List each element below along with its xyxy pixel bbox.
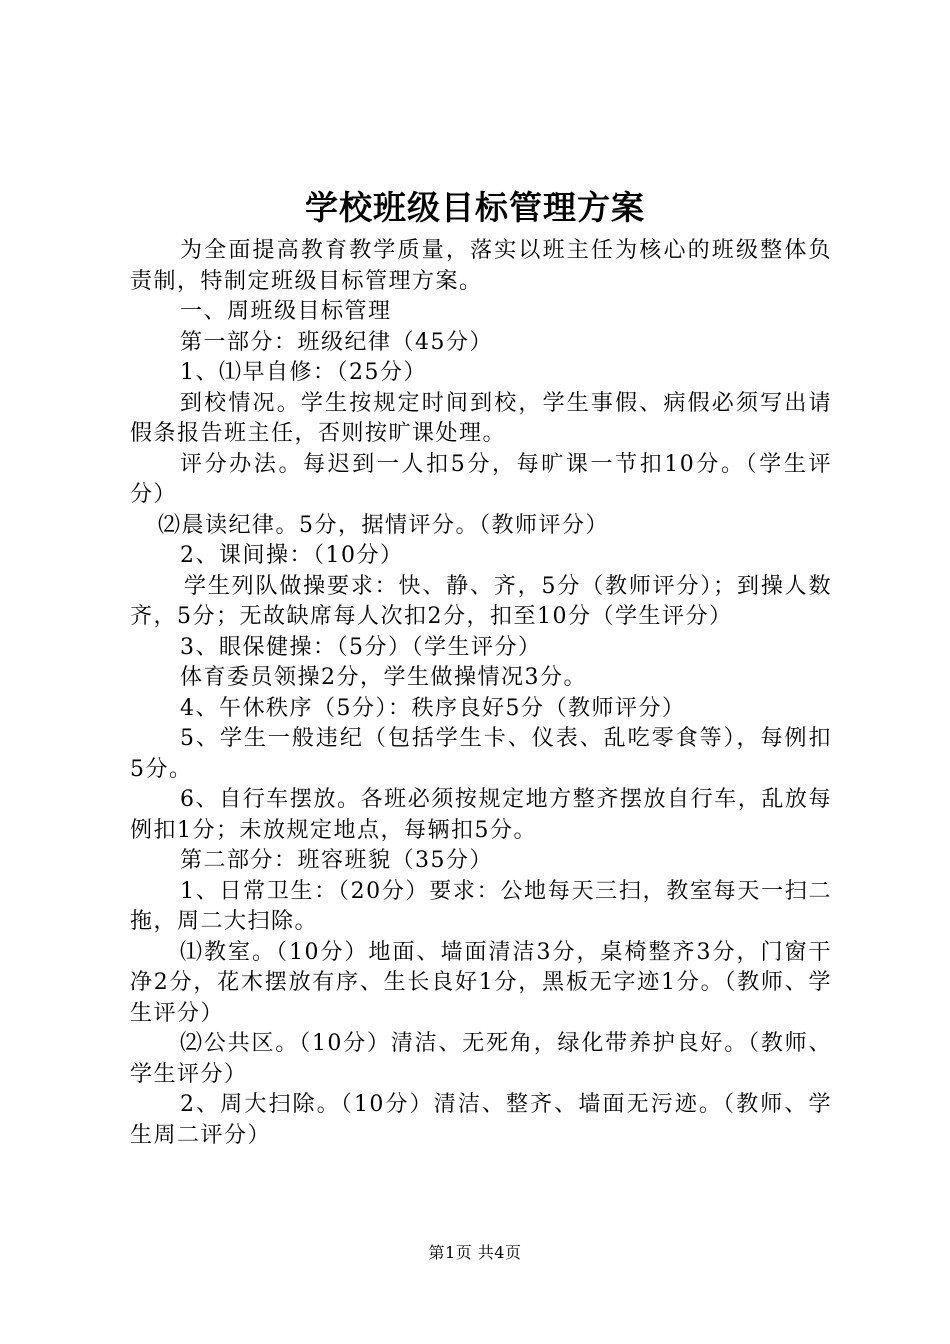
item-bicycle: 6、自行车摆放。各班必须按规定地方整齐摆放自行车，乱放每例扣1分；未放规定地点，每辆扣5分。 [130,787,832,843]
document-title: 学校班级目标管理方案 [305,188,645,227]
paragraph-eye-exercise-rules: 体育委员领操2分，学生做操情况3分。 [180,665,587,690]
item-public-area: ⑵公共区。（10分）清洁、无死角，绿化带养护良好。（教师、学生评分） [130,1031,832,1087]
paragraph-arrival: 到校情况。学生按规定时间到校，学生事假、病假必须写出请假条报告班主任，否则按旷课处理。 [130,390,832,446]
item-exercise: 2、课间操：（10分） [180,543,404,568]
part-heading-discipline: 第一部分：班级纪律（45分） [180,329,493,355]
section-heading-weekly: 一、周班级目标管理 [180,299,392,324]
item-daily-hygiene: 1、日常卫生：（20分）要求：公地每天三扫，教室每天一扫二拖，周二大扫除。 [130,878,832,934]
item-noon-rest: 4、午休秩序（5分）：秩序良好5分（教师评分） [180,695,686,721]
item-weekly-cleaning: 2、周大扫除。（10分）清洁、整齐、墙面无污迹。（教师、学生周二评分） [130,1092,832,1148]
item-morning-reading: ⑵晨读纪律。5分，据情评分。（教师评分） [158,512,609,538]
part-heading-appearance: 第二部分：班容班貌（35分） [180,848,493,873]
document-body [130,236,832,1151]
page-number-footer: 第1页 共4页 [428,1243,522,1262]
item-classroom: ⑴教室。（10分）地面、墙面清洁3分，桌椅整齐3分，门窗干净2分，花木摆放有序、生长良好1分，黑板无字迹1分。（教师、学生评分） [130,939,832,1026]
paragraph-intro: 为全面提高教育教学质量，落实以班主任为核心的班级整体负责制，特制定班级目标管理方案。 [130,238,832,294]
paragraph-scoring-method: 评分办法。每迟到一人扣5分，每旷课一节扣10分。（学生评分） [130,451,832,507]
paragraph-exercise-rules: 学生列队做操要求：快、静、齐，5分（教师评分）；到操人数齐，5分；无故缺席每人次扣2分，扣至10分（学生评分） [130,573,832,629]
item-eye-exercise: 3、眼保健操：（5分）（学生评分） [180,634,542,660]
item-general-violation: 5、学生一般违纪（包括学生卡、仪表、乱吃零食等），每例扣5分。 [130,726,832,782]
item-morning-study: 1、⑴早自修：（25分） [180,360,427,385]
